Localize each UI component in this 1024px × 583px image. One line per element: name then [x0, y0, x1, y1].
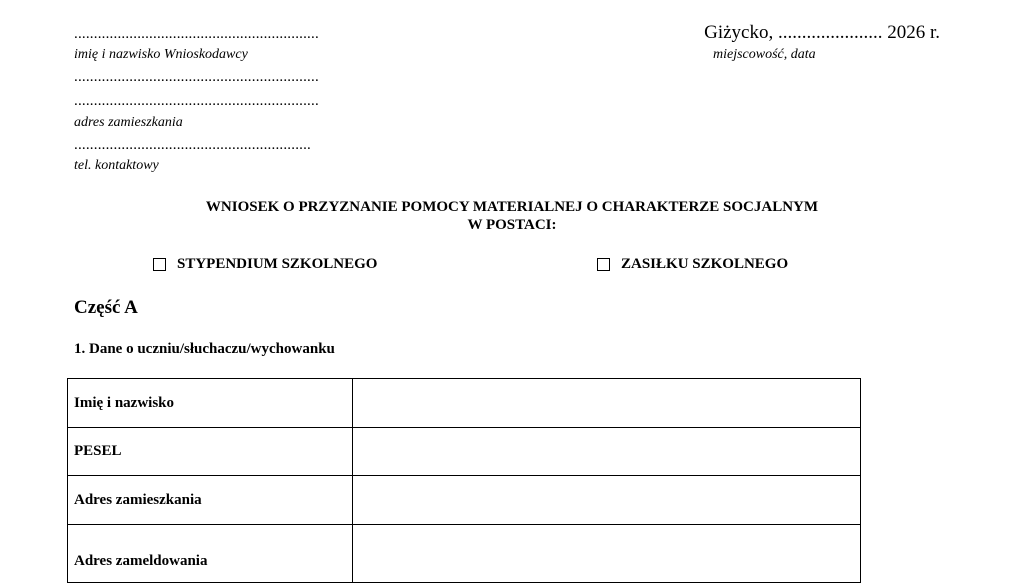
place-date-caption: miejscowość, data	[713, 47, 816, 62]
option-allowance-label: ZASIŁKU SZKOLNEGO	[621, 256, 789, 272]
applicant-name-caption: imię i nazwisko Wnioskodawcy	[74, 47, 248, 62]
checkbox-scholarship[interactable]	[153, 258, 166, 271]
field-name[interactable]	[352, 379, 860, 428]
applicant-address-line-2[interactable]: ..............................................................	[74, 93, 319, 109]
field-pesel[interactable]	[352, 428, 860, 476]
option-scholarship[interactable]	[153, 256, 377, 273]
form-title-line-2: W POSTACI:	[467, 217, 557, 233]
part-a-heading: Część A	[74, 297, 138, 318]
form-title-line-1: WNIOSEK O PRZYZNANIE POMOCY MATERIALNEJ O CHARAKTERZE SOCJALNYM	[205, 199, 819, 215]
applicant-name-line[interactable]: ..............................................................	[74, 26, 319, 42]
applicant-address-line-1[interactable]: ..............................................................	[74, 69, 319, 85]
applicant-address-caption: adres zamieszkania	[74, 115, 183, 130]
option-allowance[interactable]	[597, 256, 788, 273]
applicant-phone-caption: tel. kontaktowy	[74, 158, 159, 173]
checkbox-allowance[interactable]	[597, 258, 610, 271]
table-row	[68, 428, 861, 476]
option-scholarship-label: STYPENDIUM SZKOLNEGO	[177, 256, 378, 272]
form-title	[0, 198, 1024, 234]
table-row	[68, 476, 861, 525]
student-data-table	[67, 378, 861, 583]
row-label-name: Imię i nazwisko	[68, 379, 353, 428]
section-1-heading: 1. Dane o uczniu/słuchaczu/wychowanku	[74, 341, 335, 357]
field-residence[interactable]	[352, 476, 860, 525]
field-registration[interactable]	[352, 525, 860, 583]
table-row	[68, 379, 861, 428]
applicant-phone-line[interactable]: ............................................................	[74, 137, 311, 153]
row-label-pesel: PESEL	[68, 428, 353, 476]
table-row	[68, 525, 861, 583]
place-date-line[interactable]: Giżycko, ...................... 2026 r.	[704, 22, 940, 43]
row-label-registration: Adres zameldowania	[68, 525, 353, 583]
row-label-residence: Adres zamieszkania	[68, 476, 353, 525]
